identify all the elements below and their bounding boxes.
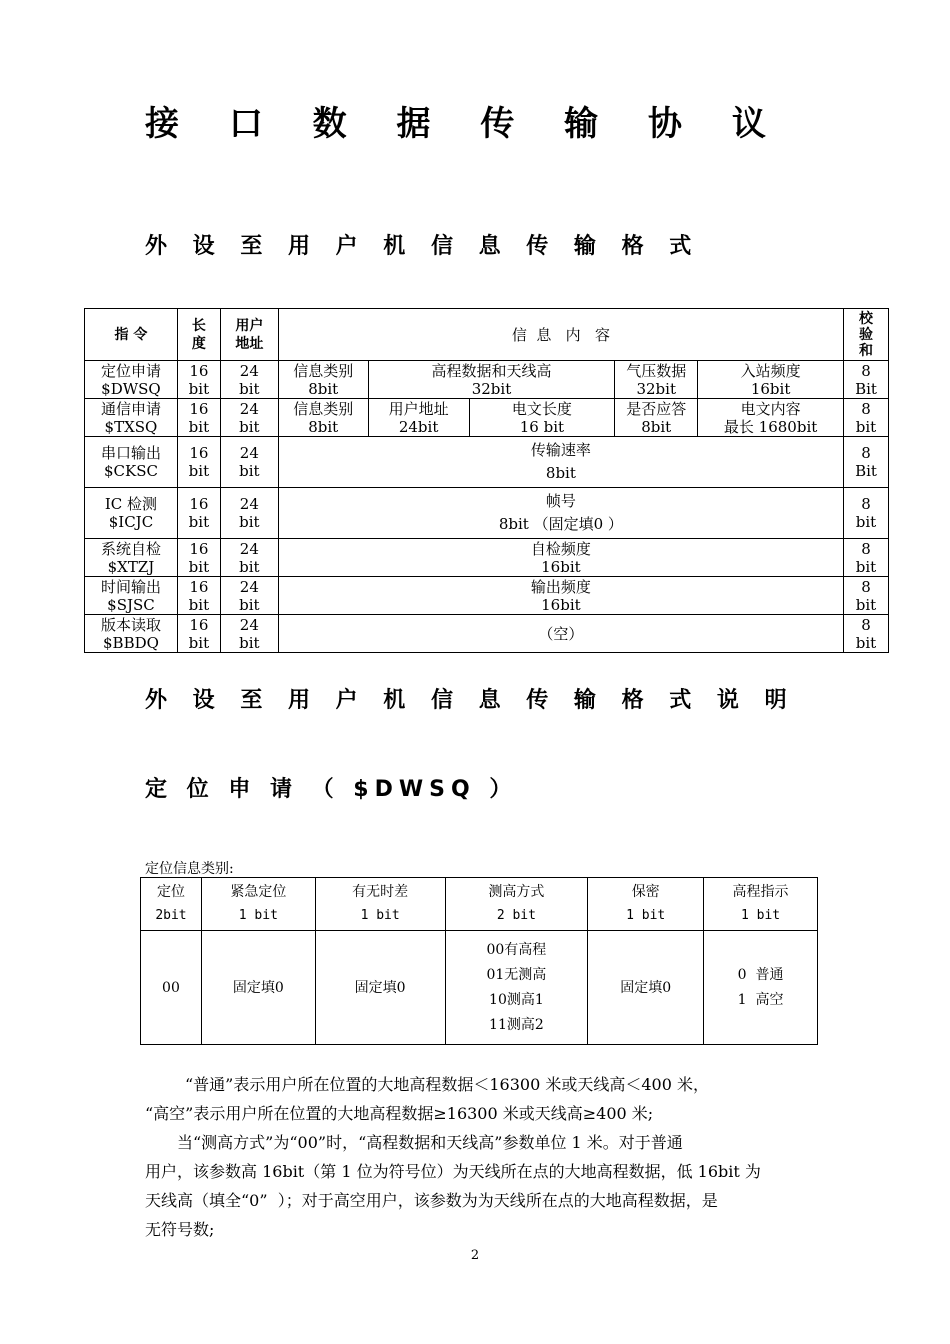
address-cell: 24 bit [220, 488, 278, 539]
checksum-cell: 8 bit [844, 488, 889, 539]
table-row [85, 577, 889, 615]
checksum-cell: 8 bit [844, 539, 889, 577]
page-number: 2 [470, 1248, 480, 1263]
checksum-cell: 8 Bit [844, 437, 889, 488]
checksum-cell: 8 bit [844, 615, 889, 653]
cmd-cell: 通信申请 $TXSQ [85, 399, 178, 437]
value-height-mode: 00有高程 01无测高 10测高1 11测高2 [445, 931, 588, 1045]
content-cell: 信息类别 8bit [278, 361, 368, 399]
cmd-cell: 系统自检 $XTZJ [85, 539, 178, 577]
table-row [85, 488, 889, 539]
address-cell: 24 bit [220, 399, 278, 437]
content-cell: 自检频度 16bit [278, 539, 843, 577]
length-cell: 16 bit [177, 437, 220, 488]
cmd-cell: 串口输出 $CKSC [85, 437, 178, 488]
value-position: 00 [141, 931, 202, 1045]
header-position: 定位 2bit [141, 878, 202, 931]
content-cell: 帧号 8bit （固定填0 ） [278, 488, 843, 539]
paragraph-altitude-definition: “普通”表示用户所在位置的大地高程数据＜16300 米或天线高＜400 米， “高空”表示用户所在位置的大地高程数据≥16300 米或天线高≥400 米; [145, 1075, 709, 1123]
content-cell: 入站频度 16bit [698, 361, 844, 399]
header-length: 长 度 [177, 309, 220, 361]
format-table [84, 308, 889, 653]
value-height-indicator: 0 普通 1 高空 [704, 931, 818, 1045]
address-cell: 24 bit [220, 615, 278, 653]
header-secrecy: 保密 1 bit [588, 878, 704, 931]
content-cell: 信息类别 8bit [278, 399, 368, 437]
content-cell: 输出频度 16bit [278, 577, 843, 615]
table-header-row [141, 878, 818, 931]
value-urgent: 固定填0 [201, 931, 315, 1045]
checksum-cell: 8 bit [844, 399, 889, 437]
header-info-content: 信 息 内 容 [278, 309, 843, 361]
content-cell: 气压数据 32bit [615, 361, 698, 399]
header-height-mode: 测高方式 2 bit [445, 878, 588, 931]
table-row [85, 399, 889, 437]
table-row [85, 361, 889, 399]
length-cell: 16 bit [177, 399, 220, 437]
checksum-cell: 8 Bit [844, 361, 889, 399]
table-row [85, 615, 889, 653]
document-title: 接 口 数 据 传 输 协 议 [145, 104, 785, 144]
length-cell: 16 bit [177, 615, 220, 653]
header-checksum: 校 验 和 [844, 309, 889, 361]
address-cell: 24 bit [220, 539, 278, 577]
table-row [85, 539, 889, 577]
address-cell: 24 bit [220, 437, 278, 488]
address-cell: 24 bit [220, 361, 278, 399]
paragraph-height-mode-description: 当“测高方式”为“00”时，“高程数据和天线高”参数单位 1 米。对于普通 用户，该参数高 16bit（第 1 位为符号位）为天线所在点的大地高程数据，低 16bit 为 天线高（填全“0” ）；对于高空用户，该参数为为天线所在点的大地高程数据，是 无符号数; [145, 1133, 761, 1239]
length-cell: 16 bit [177, 577, 220, 615]
content-cell: （空） [278, 615, 843, 653]
header-command: 指 令 [85, 309, 178, 361]
table-row [85, 437, 889, 488]
content-cell: 电文内容 最长 1680bit [698, 399, 844, 437]
length-cell: 16 bit [177, 488, 220, 539]
value-secrecy: 固定填0 [588, 931, 704, 1045]
section-title-dwsq: 定 位 申 请 （ $DWSQ ） [145, 777, 518, 802]
length-cell: 16 bit [177, 539, 220, 577]
position-info-table [140, 877, 818, 1045]
content-cell: 用户地址 24bit [368, 399, 469, 437]
value-time-diff: 固定填0 [315, 931, 445, 1045]
header-urgent: 紧急定位 1 bit [201, 878, 315, 931]
header-time-diff: 有无时差 1 bit [315, 878, 445, 931]
checksum-cell: 8 bit [844, 577, 889, 615]
table-row [141, 931, 818, 1045]
address-cell: 24 bit [220, 577, 278, 615]
cmd-cell: 定位申请 $DWSQ [85, 361, 178, 399]
content-cell: 高程数据和天线高 32bit [368, 361, 615, 399]
length-cell: 16 bit [177, 361, 220, 399]
table2-caption: 定位信息类别: [145, 861, 234, 877]
content-cell: 电文长度 16 bit [469, 399, 615, 437]
section-title-format: 外 设 至 用 户 机 信 息 传 输 格 式 [145, 234, 701, 259]
section-title-format-description: 外 设 至 用 户 机 信 息 传 输 格 式 说 明 [145, 688, 796, 713]
content-cell: 是否应答 8bit [615, 399, 698, 437]
header-height-indicator: 高程指示 1 bit [704, 878, 818, 931]
cmd-cell: 版本读取 $BBDQ [85, 615, 178, 653]
header-user-address: 用户 地址 [220, 309, 278, 361]
cmd-cell: 时间输出 $SJSC [85, 577, 178, 615]
content-cell: 传输速率 8bit [278, 437, 843, 488]
cmd-cell: IC 检测 $ICJC [85, 488, 178, 539]
table-header-row [85, 309, 889, 361]
